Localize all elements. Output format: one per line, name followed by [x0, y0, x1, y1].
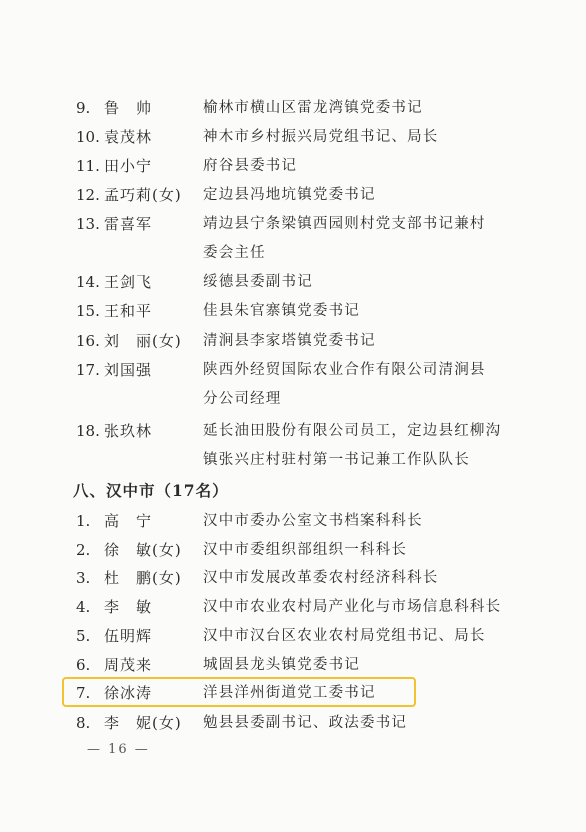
list-item — [0, 565, 586, 591]
item-number: 3. — [76, 569, 91, 587]
list-item — [0, 211, 586, 237]
list-item-highlighted — [0, 680, 586, 706]
item-number: 4. — [76, 598, 91, 616]
item-number: 15. — [76, 302, 100, 320]
person-name: 高 宁 — [104, 512, 153, 530]
list-item — [0, 124, 586, 150]
person-name: 刘 丽(女) — [104, 332, 182, 350]
person-position: 汉中市委组织部组织一科科长 — [203, 542, 408, 558]
item-number: 7. — [76, 684, 91, 702]
person-position: 延长油田股份有限公司员工，定边县红柳沟 — [203, 423, 502, 439]
item-number: 2. — [76, 541, 91, 559]
person-name: 袁茂林 — [104, 128, 153, 146]
person-name: 孟巧莉(女) — [104, 186, 182, 204]
list-item — [0, 652, 586, 678]
person-position-continued: 委会主任 — [203, 245, 266, 261]
list-item — [0, 418, 586, 444]
person-position: 陕西外经贸国际农业合作有限公司清涧县 — [203, 362, 486, 378]
person-name: 田小宁 — [104, 157, 153, 175]
person-name: 雷喜军 — [104, 215, 153, 233]
item-number: 17. — [76, 361, 100, 379]
item-number: 8. — [76, 714, 91, 732]
list-item — [0, 328, 586, 354]
person-position: 绥德县委副书记 — [203, 274, 313, 290]
list-item — [0, 153, 586, 179]
person-position: 洋县洋州街道党工委书记 — [203, 685, 376, 701]
list-item — [0, 508, 586, 534]
person-name: 周茂来 — [104, 656, 153, 674]
person-position: 汉中市汉台区农业农村局党组书记、局长 — [203, 628, 486, 644]
list-item — [0, 594, 586, 620]
list-item — [0, 623, 586, 649]
person-name: 王剑飞 — [104, 273, 153, 291]
person-position: 靖边县宁条梁镇西园则村党支部书记兼村 — [203, 216, 486, 232]
person-position: 勉县县委副书记、政法委书记 — [203, 715, 408, 731]
person-name: 徐冰涛 — [104, 684, 153, 702]
item-number: 5. — [76, 627, 91, 645]
person-position: 神木市乡村振兴局党组书记、局长 — [203, 129, 439, 145]
person-name: 李 妮(女) — [104, 714, 182, 732]
item-number: 14. — [76, 273, 100, 291]
person-name: 刘国强 — [104, 361, 153, 379]
person-position: 汉中市农业农村局产业化与市场信息科科长 — [203, 599, 502, 615]
item-number: 6. — [76, 656, 91, 674]
person-position: 汉中市发展改革委农村经济科科长 — [203, 570, 439, 586]
person-name: 徐 敏(女) — [104, 541, 182, 559]
item-number: 9. — [76, 99, 91, 117]
item-number: 12. — [76, 186, 100, 204]
list-item — [0, 357, 586, 383]
person-position: 佳县朱官寨镇党委书记 — [203, 303, 360, 319]
list-item — [0, 95, 586, 121]
item-number: 1. — [76, 512, 91, 530]
person-position: 榆林市横山区雷龙湾镇党委书记 — [203, 100, 423, 116]
list-item — [0, 269, 586, 295]
section-heading: 八、汉中市（17名） — [73, 481, 229, 500]
list-item — [0, 298, 586, 324]
person-position: 定边县冯地坑镇党委书记 — [203, 187, 376, 203]
person-position-continued: 分公司经理 — [203, 391, 282, 407]
person-name: 杜 鹏(女) — [104, 569, 182, 587]
page-number: — 16 — — [87, 742, 150, 757]
list-item — [0, 537, 586, 563]
person-position-continued: 镇张兴庄村驻村第一书记兼工作队队长 — [203, 452, 470, 468]
person-position: 汉中市委办公室文书档案科科长 — [203, 513, 423, 529]
person-position: 清涧县李家塔镇党委书记 — [203, 333, 376, 349]
person-name: 伍明辉 — [104, 627, 153, 645]
item-number: 16. — [76, 332, 100, 350]
item-number: 18. — [76, 422, 100, 440]
person-position: 府谷县委书记 — [203, 158, 298, 174]
list-item — [0, 710, 586, 736]
person-name: 张玖林 — [104, 422, 153, 440]
person-name: 鲁 帅 — [104, 99, 153, 117]
person-name: 李 敏 — [104, 598, 153, 616]
item-number: 13. — [76, 215, 100, 233]
item-number: 11. — [76, 157, 100, 175]
person-position: 城固县龙头镇党委书记 — [203, 657, 360, 673]
item-number: 10. — [76, 128, 100, 146]
person-name: 王和平 — [104, 302, 153, 320]
list-item — [0, 182, 586, 208]
